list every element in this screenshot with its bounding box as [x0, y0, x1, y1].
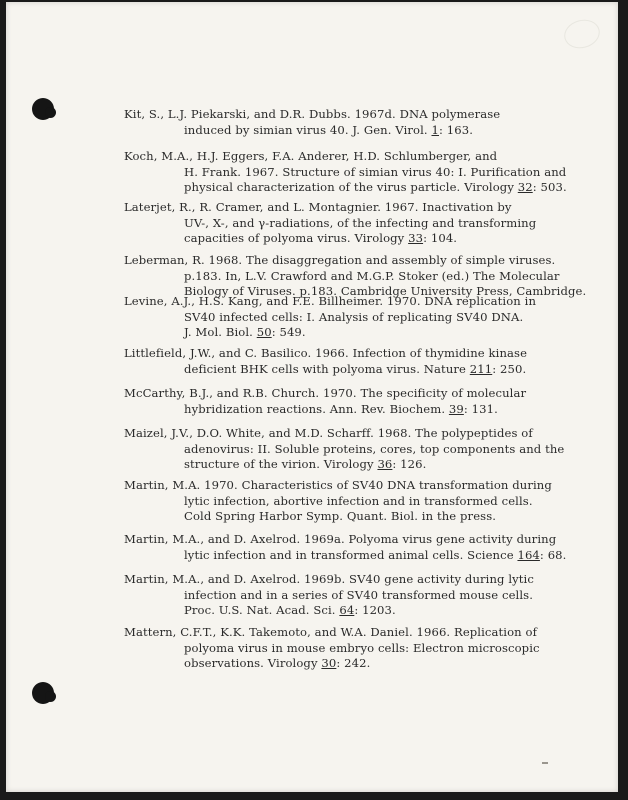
reference-line: Martin, M.A., and D. Axelrod. 1969a. Polyoma virus gene activity during: [124, 532, 557, 546]
reference-line: Leberman, R. 1968. The disaggregation and assembly of simple viruses.: [124, 253, 556, 267]
page-speck: [542, 762, 548, 764]
reference-line: Martin, M.A., and D. Axelrod. 1969b. SV40 gene activity during lytic: [124, 572, 534, 586]
punch-hole-bottom: [32, 682, 54, 704]
reference-entry: [124, 346, 604, 377]
reference-entry: [124, 532, 604, 563]
reference-line: McCarthy, B.J., and R.B. Church. 1970. The specificity of molecular: [124, 386, 527, 400]
reference-line: Maizel, J.V., D.O. White, and M.D. Scharff. 1968. The polypeptides of: [124, 426, 533, 440]
reference-entry: [124, 625, 604, 672]
reference-line: adenovirus: II. Soluble proteins, cores, top components and the: [184, 441, 565, 456]
reference-line: Kit, S., L.J. Piekarski, and D.R. Dubbs. 1967d. DNA polymerase: [124, 107, 501, 121]
reference-line: infection and in a series of SV40 transformed mouse cells.: [184, 587, 533, 602]
reference-line: Martin, M.A. 1970. Characteristics of SV40 DNA transformation during: [124, 478, 552, 492]
reference-entry: [124, 386, 604, 417]
reference-line: H. Frank. 1967. Structure of simian virus 40: I. Purification and: [184, 164, 567, 179]
reference-entry: [124, 107, 604, 138]
reference-line: Levine, A.J., H.S. Kang, and F.E. Billheimer. 1970. DNA replication in: [124, 294, 537, 308]
reference-line: Koch, M.A., H.J. Eggers, F.A. Anderer, H.D. Schlumberger, and: [124, 149, 498, 163]
faint-pencil-mark: [561, 16, 603, 52]
reference-entry: [124, 478, 604, 525]
reference-line: polyoma virus in mouse embryo cells: Electron microscopic: [184, 640, 540, 655]
reference-line: lytic infection and in transformed animal cells. Science 164: 68.: [184, 547, 567, 562]
reference-line: Biology of Viruses. p.183. Cambridge University Press, Cambridge.: [184, 284, 587, 298]
reference-line: Cold Spring Harbor Symp. Quant. Biol. in the press.: [184, 509, 497, 523]
reference-line: SV40 infected cells: I. Analysis of replicating SV40 DNA.: [184, 309, 524, 324]
reference-line: hybridization reactions. Ann. Rev. Biochem. 39: 131.: [184, 401, 498, 416]
punch-hole-top: [32, 98, 54, 120]
reference-line: Mattern, C.F.T., K.K. Takemoto, and W.A. Daniel. 1966. Replication of: [124, 625, 537, 639]
reference-line: capacities of polyoma virus. Virology 33: 104.: [184, 231, 458, 245]
reference-entry: [124, 149, 604, 196]
reference-entry: [124, 572, 604, 619]
reference-entry: [124, 294, 604, 341]
reference-line: p.183. In, L.V. Crawford and M.G.P. Stoker (ed.) The Molecular: [184, 268, 560, 283]
reference-line: Littlefield, J.W., and C. Basilico. 1966. Infection of thymidine kinase: [124, 346, 528, 360]
reference-line: physical characterization of the virus particle. Virology 32: 503.: [184, 180, 567, 194]
reference-line: induced by simian virus 40. J. Gen. Virol. 1: 163.: [184, 122, 473, 137]
reference-entry: [124, 253, 604, 300]
reference-line: J. Mol. Biol. 50: 549.: [184, 325, 306, 339]
reference-line: structure of the virion. Virology 36: 126.: [184, 457, 427, 471]
reference-line: Proc. U.S. Nat. Acad. Sci. 64: 1203.: [184, 603, 396, 617]
reference-line: UV-, X-, and γ-radiations, of the infecting and transforming: [184, 215, 537, 230]
document-page: [6, 2, 618, 792]
reference-entry: [124, 426, 604, 473]
reference-entry: [124, 200, 604, 247]
reference-line: Laterjet, R., R. Cramer, and L. Montagnier. 1967. Inactivation by: [124, 200, 512, 214]
reference-line: lytic infection, abortive infection and in transformed cells.: [184, 493, 533, 508]
reference-line: deficient BHK cells with polyoma virus. Nature 211: 250.: [184, 361, 527, 376]
reference-line: observations. Virology 30: 242.: [184, 656, 371, 670]
